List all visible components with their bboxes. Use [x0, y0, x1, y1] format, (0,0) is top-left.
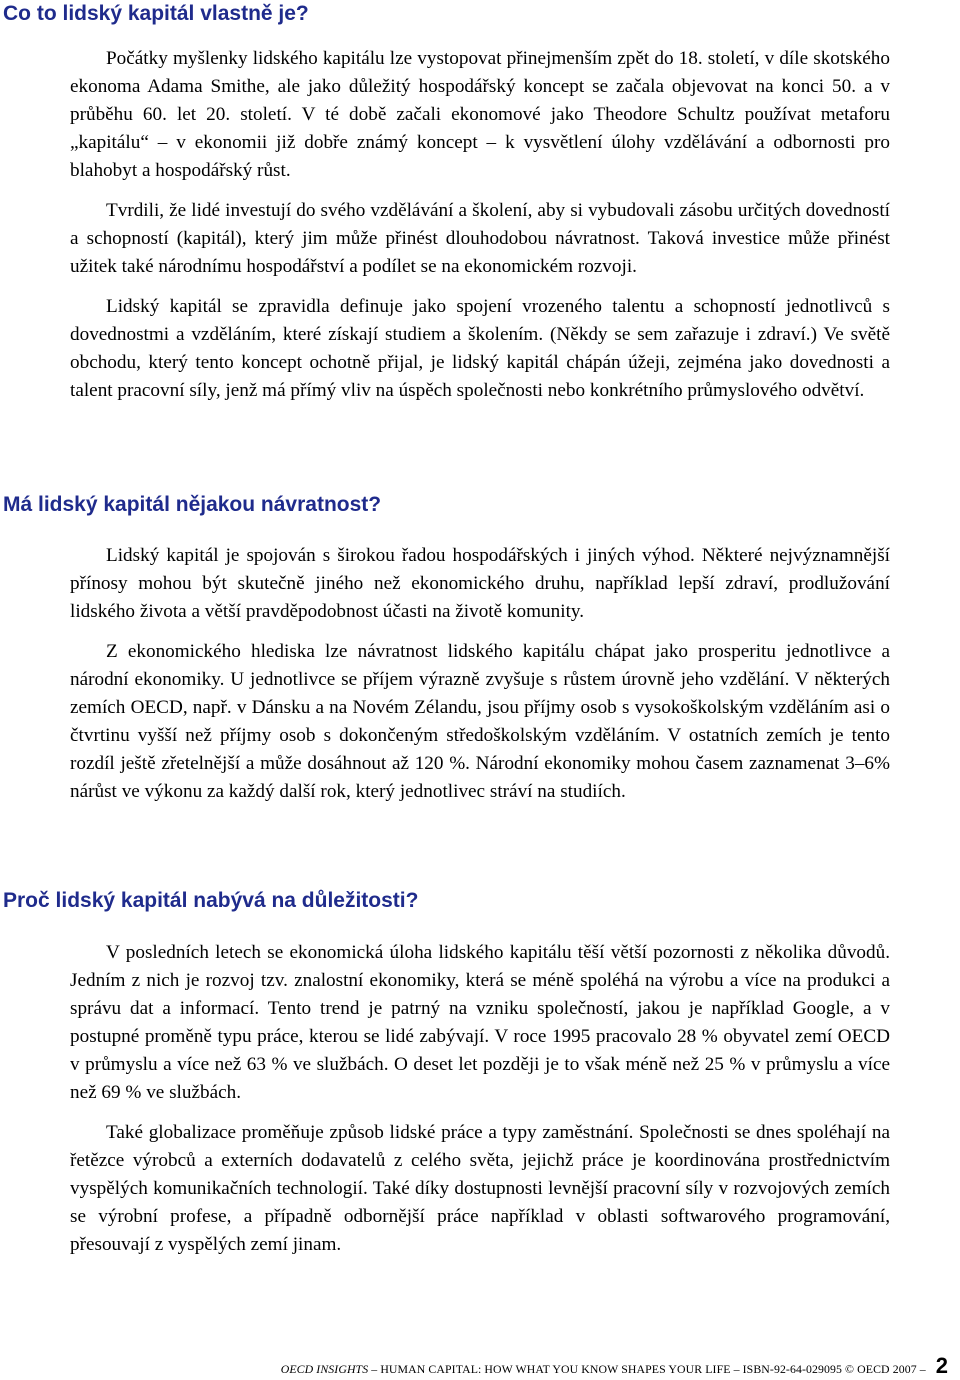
paragraph: Z ekonomického hlediska lze návratnost lidského kapitálu chápat jako prosperitu jednotlivce a národní ekonomiky. U jednotlivce se příjem výrazně zvyšuje s růstem úrovně jeho vzdělání. V některých zemích OECD, např. v Dánsku a na Novém Zélandu, jsou příjmy osob s vysokoškolským vzděláním asi o čtvrtinu vyšší než příjmy osob s dokončeným středoškolským vzděláním. V ostatních zemích je tento rozdíl ještě zřetelnější a může dosáhnout až 120 %. Národní ekonomiky mohou časem zaznamenat 3–6% nárůst ve výkonu za každý další rok, který jednotlivec stráví na studiích.	[70, 641, 890, 802]
paragraph: Lidský kapitál je spojován s širokou řadou hospodářských i jiných výhod. Některé nejvýznamnější přínosy mohou být skutečně jiného než ekonomického druhu, například lepší zdraví, prodlužování lidského života a větší pravděpodobnost účasti na životě komunity.	[70, 545, 890, 622]
paragraph: Lidský kapitál se zpravidla definuje jako spojení vrozeného talentu a schopností jednotlivců s dovednostmi a vzděláním, které získají studiem a školením. (Někdy se sem zařazuje i zdraví.) Ve světě obchodu, který tento koncept ochotně přijal, je lidský kapitál chápán úžeji, zejména jako dovednosti a talent pracovní síly, jenž má přímý vliv na úspěch společnosti nebo konkrétního průmyslového odvětví.	[70, 296, 890, 401]
paragraph: Tvrdili, že lidé investují do svého vzdělávání a školení, aby si vybudovali zásobu určitých dovedností a schopností (kapitál), který jim může přinést dlouhodobou návratnost. Taková investice může přinést užitek také národnímu hospodářství a podílet se na ekonomickém rozvoji.	[70, 200, 890, 277]
paragraph: Počátky myšlenky lidského kapitálu lze vystopovat přinejmenším zpět do 18. století, v díle skotského ekonoma Adama Smithe, ale jako důležitý hospodářský koncept se začala objevovat na konci 50. a v průběhu 60. let 20. století. V té době začali ekonomové jako Theodore Schultz používat metaforu „kapitálu“ – v ekonomii již dobře známý koncept – k vysvětlení úlohy vzdělávání a odbornosti pro blahobyt a hospodářský růst.	[70, 48, 890, 181]
section-why-human-capital-matters	[70, 939, 890, 1271]
section-return-on-human-capital	[70, 542, 890, 818]
footer-title: – HUMAN CAPITAL: HOW WHAT YOU KNOW SHAPES YOUR LIFE – ISBN-92-64-029095 © OECD 2007 –	[368, 1362, 926, 1376]
page-footer	[0, 1353, 948, 1377]
section-what-is-human-capital	[70, 45, 890, 417]
footer-series: OECD INSIGHTS	[280, 1362, 369, 1376]
heading-return-on-human-capital: Má lidský kapitál nějakou návratnost?	[3, 493, 382, 516]
paragraph: Také globalizace proměňuje způsob lidské práce a typy zaměstnání. Společnosti se dnes spoléhají na řetězce výrobců a externích dodavatelů z celého světa, jejichž práce je koordinována prostřednictvím vyspělých komunikačních technologií. Také díky dostupnosti levnější pracovní síly v rozvojových zemích se výrobní profese, a případně odbornější práce například v oblasti softwarového programování, přesouvají z vyspělých zemí jinam.	[70, 1122, 890, 1255]
footer-citation	[281, 1362, 926, 1377]
page-number: 2	[935, 1353, 948, 1378]
heading-what-is-human-capital: Co to lidský kapitál vlastně je?	[3, 2, 309, 25]
heading-why-human-capital-matters: Proč lidský kapitál nabývá na důležitosti?	[3, 889, 419, 912]
paragraph: V posledních letech se ekonomická úloha lidského kapitálu těší větší pozornosti z několika důvodů. Jedním z nich je rozvoj tzv. znalostní ekonomiky, která se méně spoléhá na výrobu a více na produkci a správu dat a informací. Tento trend je patrný na vzniku společností, jakou je například Google, a v postupné proměně typu práce, kterou se lidé zabývají. V roce 1995 pracovalo 28 % obyvatel zemí OECD v průmyslu a více než 63 % ve službách. O deset let později je to však méně než 25 % v průmyslu a více než 69 % ve službách.	[70, 942, 890, 1103]
